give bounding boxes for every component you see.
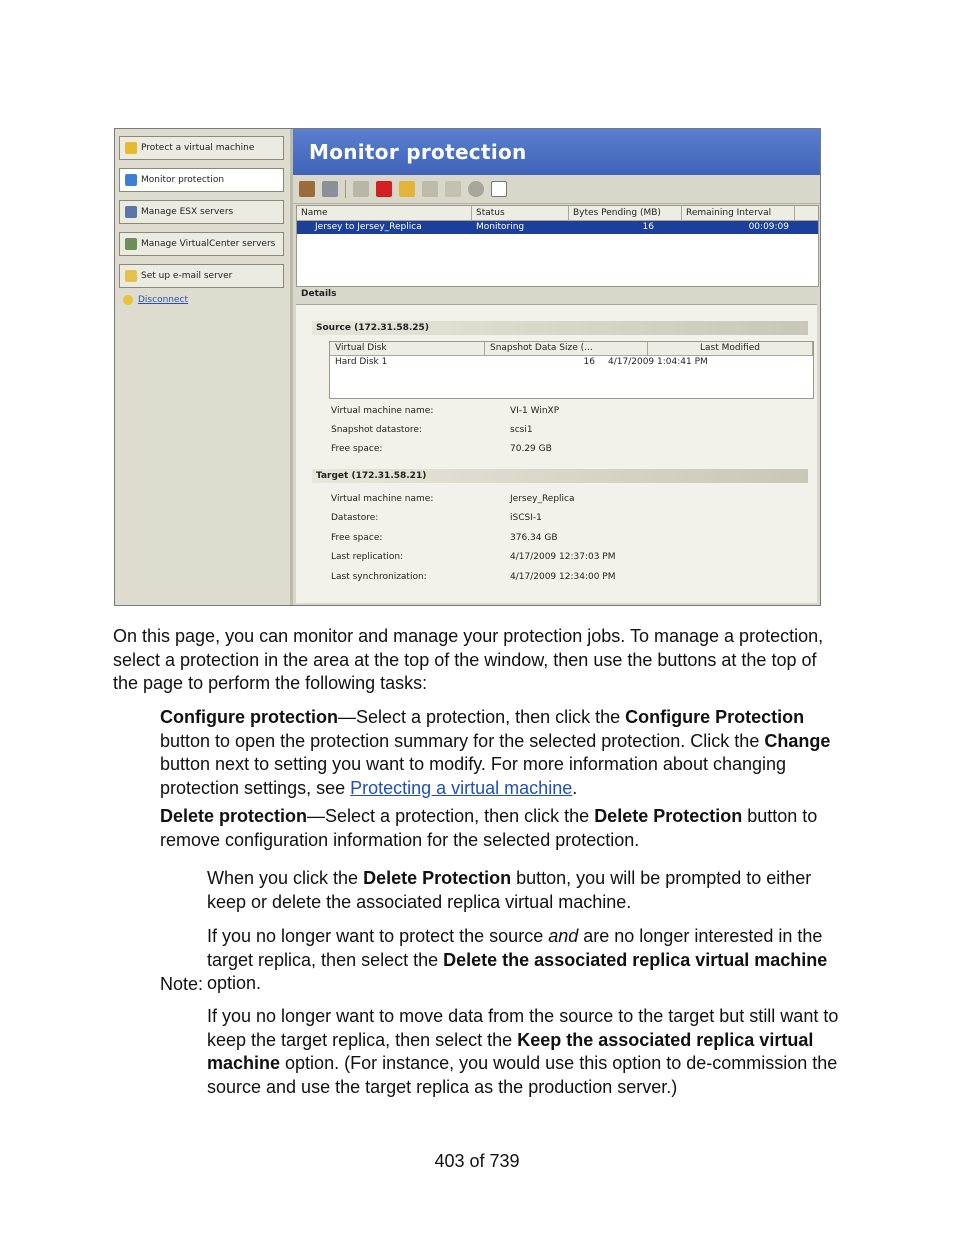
nav-manage-esx-button[interactable] xyxy=(119,200,284,224)
text: button next to setting you want to modify. For more information about changing protection settings, see xyxy=(160,754,787,798)
toolbar xyxy=(293,175,820,204)
disk-name: Hard Disk 1 xyxy=(335,357,388,367)
nav-manage-virtualcenter-button[interactable] xyxy=(119,232,284,256)
navigation-pane xyxy=(115,129,293,605)
field-value: 4/17/2009 12:37:03 PM xyxy=(510,552,616,562)
protection-list[interactable] xyxy=(296,205,819,287)
mail-icon xyxy=(125,270,137,282)
disk-size: 16 xyxy=(583,357,595,367)
source-datastore-field xyxy=(331,424,533,436)
field-label: Last replication: xyxy=(331,552,404,562)
field-value: VI-1 WinXP xyxy=(510,406,560,416)
page-number: 403 of 739 xyxy=(434,1151,520,1171)
stop-icon[interactable] xyxy=(376,181,392,197)
note-paragraph-2 xyxy=(207,925,847,996)
field-value: iSCSI-1 xyxy=(510,513,542,523)
pause-icon[interactable] xyxy=(445,181,461,197)
field-label: Datastore: xyxy=(331,513,379,523)
protecting-vm-link[interactable]: Protecting a virtual machine xyxy=(350,777,573,798)
column-header[interactable]: Virtual Disk xyxy=(330,342,485,355)
text: button to remove configuration information for the selected protection. xyxy=(160,806,818,850)
text: If you no longer want to move data from the source to the target but still want to keep the target replica, then select the xyxy=(207,1006,839,1050)
target-last-replication-field xyxy=(331,551,615,563)
source-vm-name-field xyxy=(331,405,559,417)
term: Delete Protection xyxy=(363,868,512,888)
field-label: Virtual machine name: xyxy=(331,406,434,416)
column-header[interactable]: Name xyxy=(297,206,472,220)
term: Delete the associated replica virtual machine xyxy=(443,949,828,970)
field-value: Jersey_Replica xyxy=(510,494,575,504)
field-value: 376.34 GB xyxy=(510,533,558,543)
text: button, you will be prompted to either keep or delete the associated replica virtual machine. xyxy=(207,868,812,912)
column-header[interactable]: Bytes Pending (MB) xyxy=(569,206,682,220)
settings-icon[interactable] xyxy=(399,181,415,197)
term: Change xyxy=(764,730,831,751)
field-label: Last synchronization: xyxy=(331,572,427,582)
disk-table-header xyxy=(330,342,813,356)
text: button to open the protection summary for the selected protection. Click the xyxy=(160,730,765,751)
main-pane xyxy=(293,129,820,605)
cancel-icon[interactable] xyxy=(468,181,484,197)
source-free-space-field xyxy=(331,443,552,455)
note-paragraph-3 xyxy=(207,1005,847,1099)
refresh-icon[interactable] xyxy=(491,181,507,197)
disk-table[interactable] xyxy=(329,341,814,399)
server-icon xyxy=(125,206,137,218)
nav-label: Monitor protection xyxy=(141,175,225,185)
text: —Select a protection, then click the xyxy=(307,806,595,826)
details-heading: Details xyxy=(301,289,337,299)
sync-icon[interactable] xyxy=(422,181,438,197)
target-last-sync-field xyxy=(331,571,615,583)
column-header[interactable]: Status xyxy=(472,206,569,220)
source-header: Source (172.31.58.25) xyxy=(312,321,808,335)
term: Configure protection xyxy=(160,707,338,727)
nav-protect-vm-button[interactable] xyxy=(119,136,284,160)
table-row[interactable] xyxy=(330,356,813,369)
target-header: Target (172.31.58.21) xyxy=(312,469,808,483)
start-icon[interactable] xyxy=(353,181,369,197)
monitor-protection-screenshot xyxy=(114,128,821,606)
nav-label: Protect a virtual machine xyxy=(141,143,255,153)
term: Keep the associated replica virtual machine xyxy=(207,1029,814,1073)
field-label: Free space: xyxy=(331,533,383,543)
text: When you click the xyxy=(207,868,364,888)
field-value: scsi1 xyxy=(510,425,533,435)
term: Delete Protection xyxy=(594,806,743,826)
column-header[interactable]: Remaining Interval xyxy=(682,206,795,220)
note-label: Note: xyxy=(160,974,204,994)
list-header xyxy=(297,206,818,221)
text: If you no longer want to protect the source xyxy=(207,926,549,946)
disconnect-icon xyxy=(123,295,133,305)
toolbar-separator xyxy=(345,180,346,198)
disconnect-label: Disconnect xyxy=(138,295,188,305)
intro-paragraph: On this page, you can monitor and manage your protection jobs. To manage a protection, select a protection in the area at the top of the window, then use the buttons at the top of the page to perform the following tasks: xyxy=(113,626,824,693)
shield-icon xyxy=(125,142,137,154)
term: Delete protection xyxy=(160,806,308,826)
delete-protection-paragraph xyxy=(160,805,850,852)
text: option. (For instance, you would use this option to de-commission the source and use the target replica as the production server.) xyxy=(207,1053,838,1097)
target-vm-name-field xyxy=(331,493,575,505)
text: —Select a protection, then click the xyxy=(338,707,626,727)
field-label: Snapshot datastore: xyxy=(331,425,423,435)
disconnect-link[interactable] xyxy=(123,295,188,305)
delete-icon[interactable] xyxy=(322,181,338,197)
row-name: Jersey to Jersey_Replica xyxy=(315,222,422,232)
nav-label: Set up e-mail server xyxy=(141,271,233,281)
configure-icon[interactable] xyxy=(299,181,315,197)
network-icon xyxy=(125,238,137,250)
page-title: Monitor protection xyxy=(293,129,820,175)
column-header[interactable]: Last Modified xyxy=(648,342,813,355)
monitor-icon xyxy=(125,174,137,186)
configure-protection-paragraph xyxy=(160,706,850,800)
nav-email-server-button[interactable] xyxy=(119,264,284,288)
row-remaining: 00:09:09 xyxy=(748,222,789,232)
row-bytes-pending: 16 xyxy=(642,222,654,232)
field-label: Free space: xyxy=(331,444,383,454)
nav-monitor-protection-button[interactable] xyxy=(119,168,284,192)
text: are no longer interested in the target replica, then select the xyxy=(207,926,823,970)
text: . xyxy=(572,777,578,798)
column-header[interactable]: Snapshot Data Size (... xyxy=(485,342,648,355)
details-panel xyxy=(296,304,817,603)
field-value: 70.29 GB xyxy=(510,444,552,454)
table-row[interactable] xyxy=(297,221,818,234)
disk-modified: 4/17/2009 1:04:41 PM xyxy=(608,357,708,367)
nav-label: Manage ESX servers xyxy=(141,207,234,217)
field-value: 4/17/2009 12:34:00 PM xyxy=(510,572,616,582)
note-paragraph-1 xyxy=(207,867,847,914)
field-label: Virtual machine name: xyxy=(331,494,434,504)
row-status: Monitoring xyxy=(476,222,525,232)
nav-label: Manage VirtualCenter servers xyxy=(141,239,276,249)
emphasis: and xyxy=(548,926,579,946)
target-datastore-field xyxy=(331,512,542,524)
text: option. xyxy=(207,973,262,993)
target-free-space-field xyxy=(331,532,558,544)
term: Configure Protection xyxy=(625,707,805,727)
